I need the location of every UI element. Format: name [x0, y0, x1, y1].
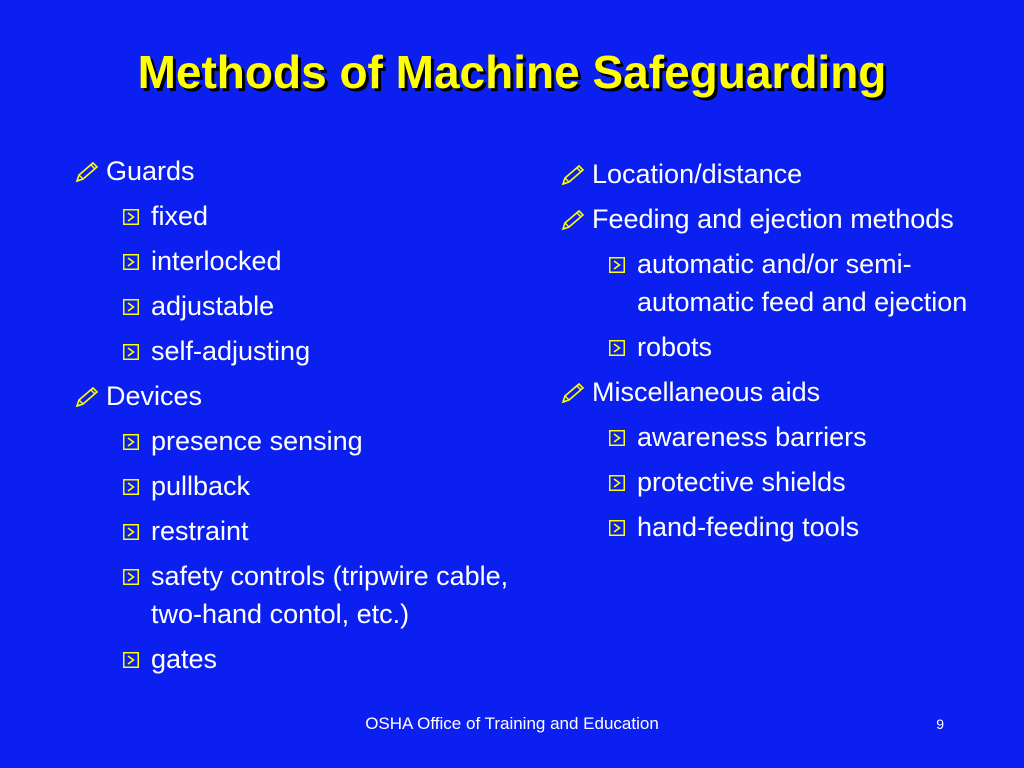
arrow-box-icon [123, 569, 139, 585]
arrow-box-icon [123, 254, 139, 270]
sub-bullet-safety-controls [117, 557, 530, 633]
bullet-guards [70, 152, 530, 190]
pencil-icon [560, 381, 586, 405]
arrow-box-icon [609, 430, 625, 446]
bullet-location-distance [556, 155, 976, 193]
bullet-text: Devices [106, 381, 203, 411]
page-number: 9 [936, 716, 944, 732]
sub-bullet-robots [603, 328, 976, 366]
footer-text: OSHA Office of Training and Education [365, 714, 659, 733]
sub-bullet-text: fixed [151, 201, 209, 231]
sub-bullet-text: interlocked [151, 246, 282, 276]
sub-bullet-restraint [117, 512, 530, 550]
pencil-icon [560, 208, 586, 232]
arrow-box-icon [123, 299, 139, 315]
sub-bullet-text: hand-feeding tools [637, 512, 860, 542]
sub-bullet-text: automatic and/or semi-automatic feed and ejection [637, 249, 968, 317]
sub-bullet-text: restraint [151, 516, 249, 546]
sub-bullet-text: self-adjusting [151, 336, 311, 366]
arrow-box-icon [609, 340, 625, 356]
arrow-box-icon [123, 652, 139, 668]
sub-bullet-text: protective shields [637, 467, 846, 497]
bullet-text: Guards [106, 156, 195, 186]
slide-title: Methods of Machine Safeguarding [137, 46, 887, 98]
bullet-devices [70, 377, 530, 415]
sub-bullet-text: adjustable [151, 291, 275, 321]
bullet-text: Location/distance [592, 159, 803, 189]
left-column [70, 152, 530, 685]
sub-bullet-adjustable [117, 287, 530, 325]
bullet-text: Miscellaneous aids [592, 377, 821, 407]
arrow-box-icon [609, 257, 625, 273]
arrow-box-icon [123, 434, 139, 450]
bullet-miscellaneous-aids [556, 373, 976, 411]
right-column [556, 155, 976, 553]
sub-bullet-text: pullback [151, 471, 251, 501]
pencil-icon [74, 160, 100, 184]
sub-bullet-pullback [117, 467, 530, 505]
pencil-icon [560, 163, 586, 187]
arrow-box-icon [609, 520, 625, 536]
sub-bullet-text: robots [637, 332, 713, 362]
sub-bullet-gates [117, 640, 530, 678]
arrow-box-icon [123, 524, 139, 540]
arrow-box-icon [609, 475, 625, 491]
arrow-box-icon [123, 209, 139, 225]
sub-bullet-self-adjusting [117, 332, 530, 370]
sub-bullet-hand-feeding-tools [603, 508, 976, 546]
sub-bullet-text: gates [151, 644, 218, 674]
sub-bullet-awareness-barriers [603, 418, 976, 456]
sub-bullet-interlocked [117, 242, 530, 280]
bullet-feeding-ejection [556, 200, 976, 238]
sub-bullet-protective-shields [603, 463, 976, 501]
bullet-text: Feeding and ejection methods [592, 204, 954, 234]
sub-bullet-text: awareness barriers [637, 422, 867, 452]
sub-bullet-fixed [117, 197, 530, 235]
sub-bullet-text: presence sensing [151, 426, 363, 456]
sub-bullet-text: safety controls (tripwire cable, two-hand contol, etc.) [151, 561, 509, 629]
arrow-box-icon [123, 479, 139, 495]
arrow-box-icon [123, 344, 139, 360]
sub-bullet-presence-sensing [117, 422, 530, 460]
sub-bullet-automatic-feed [603, 245, 976, 321]
pencil-icon [74, 385, 100, 409]
